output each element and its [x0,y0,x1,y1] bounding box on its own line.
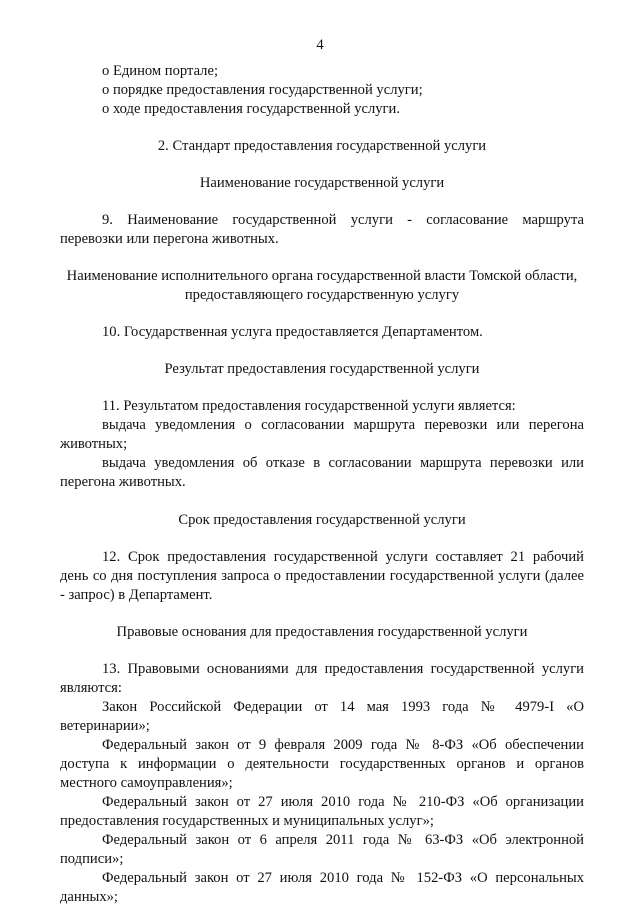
list-item: Закон Российской Федерации от 14 мая 1993 года № 4979-I «О ветеринарии»; [60,699,584,734]
heading-legal-basis: Правовые основания для предоставления государственной услуги [116,624,528,640]
list-item: выдача уведомления о согласовании маршрута перевозки или перегона животных; [60,417,584,452]
paragraph-12: 12. Срок предоставления государственной услуги составляет 21 рабочий день со дня поступления запроса о предоставлении государственной услуги (далее - запрос) в Департамент. [60,549,584,603]
paragraph-11: 11. Результатом предоставления государственной услуги является: [102,398,516,414]
list-item: Федеральный закон от 27 июля 2010 года № 152-ФЗ «О персональных данных»; [60,870,584,905]
list-item: о ходе предоставления государственной услуги. [102,101,400,117]
section-title: 2. Стандарт предоставления государственной услуги [157,138,487,154]
list-item: Федеральный закон от 6 апреля 2011 года № 63-ФЗ «Об электронной подписи»; [60,832,584,867]
list-item: выдача уведомления об отказе в согласовании маршрута перевозки или перегона животных. [60,455,584,490]
document-content [60,62,584,907]
heading-result: Результат предоставления государственной услуги [164,361,480,377]
list-item: Федеральный закон от 27 июля 2010 года № 210-ФЗ «Об организации предоставления государственных и муниципальных услуг»; [60,794,584,829]
page-number: 4 [316,37,324,53]
heading-term: Срок предоставления государственной услуги [178,512,466,528]
list-item: о порядке предоставления государственной услуги; [102,82,423,98]
paragraph-13: 13. Правовыми основаниями для предоставления государственной услуги являются: [60,661,584,696]
paragraph-9: 9. Наименование государственной услуги - согласование маршрута перевозки или перегона животных. [60,212,584,247]
heading-service-name: Наименование государственной услуги [199,175,445,191]
list-item: о Едином портале; [102,63,218,79]
list-item: Федеральный закон от 9 февраля 2009 года № 8-ФЗ «Об обеспечении доступа к информации о деятельности государственных органов и органов местного самоуправления»; [60,737,584,791]
paragraph-10: 10. Государственная услуга предоставляется Департаментом. [102,324,483,340]
heading-authority: Наименование исполнительного органа государственной власти Томской области, предоставляющего государственную услугу [66,268,578,303]
